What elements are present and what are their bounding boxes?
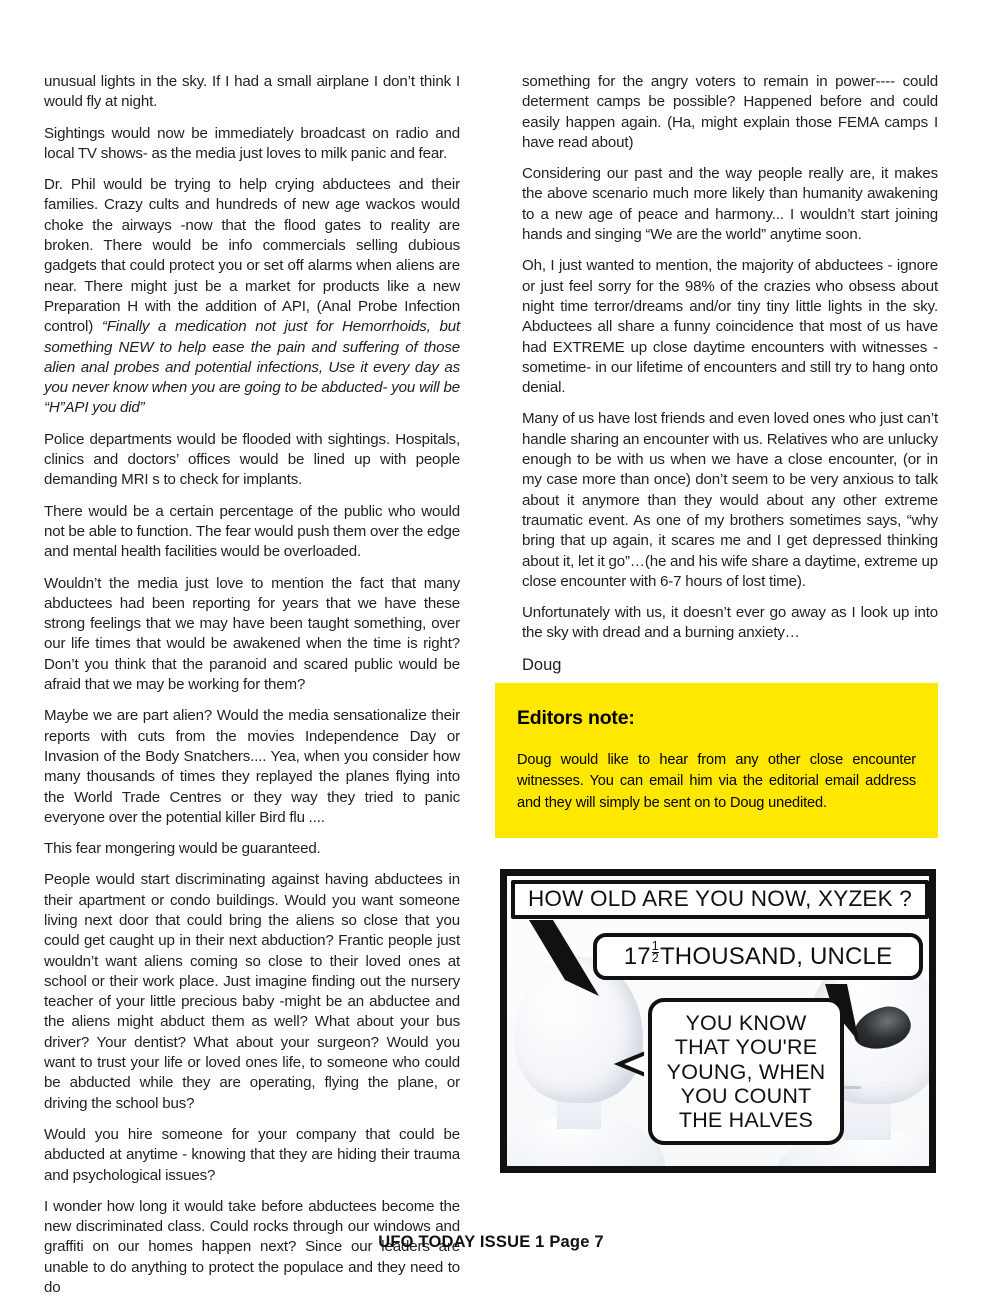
paragraph: Sightings would now be immediately broadcast on radio and local TV shows- as the media just loves to milk panic and fear. [44, 124, 460, 162]
speech-bubble-question: HOW OLD ARE YOU NOW, XYZEK ? [511, 880, 929, 919]
paragraph: There would be a certain percentage of the public who would not be able to function. The fear would push them over the edge and mental health facilities would be overloaded. [44, 502, 460, 561]
fraction-one-half [652, 941, 659, 964]
paragraph: This fear mongering would be guaranteed. [44, 840, 321, 858]
editors-note-body: Doug would like to hear from any other close encounter witnesses. You can email him via the editorial email address and they will simply be sent on to Doug unedited. [517, 752, 916, 811]
comment-line: YOU COUNT [680, 1083, 812, 1108]
paragraph: Would you hire someone for your company that could be abducted at anytime - knowing that they are hiding their trauma and psychological issues? [44, 1125, 460, 1184]
paragraph: Wouldn’t the media just love to mention the fact that many abductees had been reporting for years that we have these strong feelings that we may have been taught something, over our life times that would be awakened when the time is right? Don’t you think that the paranoid and scared public would be afraid that we may be working for them? [44, 574, 460, 694]
paragraph: Considering our past and the way people really are, it makes the above scenario much more likely than humanity awakening to a new age of peace and harmony... I wouldn’t start joining hands and singing “We are the world” anytime soon. [522, 165, 938, 244]
paragraph: something for the angry voters to remain in power---- could determent camps be possible? Happened before and could easily happen again. (Ha, might explain those FEMA camps I have read about) [522, 73, 938, 151]
paragraph-roman-text: Dr. Phil would be trying to help crying abductees and their families. Crazy cults and hundreds of new age wackos would choke the airways -now that the flood gates to reality are broken. There would be info commercials selling dubious gadgets that could protect you or set off alarms when aliens are near. There might just be a market for products like a new Preparation H with the addition of API, (Anal Probe Infection control) [44, 176, 460, 336]
paragraph: Many of us have lost friends and even loved ones who just can’t handle sharing an encounter with us. Relatives who are unlucky enough to be with us when we have a close encounter, (or in my case more than once) don’t seem to be very anxious to talk about it anymore than they would about any other extreme traumatic event. As one of my brothers sometimes says, “why bring that up again, it scares me and I get depressed thinking about it, let it go”…(he and his wife share a daytime, extreme up close encounter with 6-7 hours of lost time). [522, 410, 938, 590]
alien-cartoon [500, 869, 936, 1173]
answer-prefix: 17 [623, 942, 651, 970]
cartoon-canvas [507, 876, 929, 1166]
paragraph-italic-quote: “Finally a medication not just for Hemorrhoids, but something NEW to help ease the pain and suffering of those alien anal probes and potential infections, Use it every day as you never know when you are going to be abducted- you will be “H”API you did” [44, 318, 460, 417]
comment-line: YOU KNOW [685, 1011, 807, 1035]
comment-line: THAT YOU'RE [674, 1035, 818, 1060]
comment-line: YOUNG, WHEN [666, 1059, 826, 1084]
answer-suffix: THOUSAND, UNCLE [659, 942, 893, 970]
paragraph: Unfortunately with us, it doesn’t ever go away as I look up into the sky with dread and a burning anxiety… [522, 604, 938, 642]
paragraph: Maybe we are part alien? Would the media sensationalize their reports with cuts from the movies Independence Day or Invasion of the Body Snatchers.... Yea, when you consider how many thousands of times they replayed the planes flying into the World Trade Centres or they way they tried to panic everyone over the potential killer Bird flu .... [44, 707, 460, 826]
speech-bubble-comment [648, 998, 844, 1145]
page-footer: UFO TODAY ISSUE 1 Page 7 [378, 1233, 604, 1251]
paragraph: unusual lights in the sky. If I had a small airplane I don’t think I would fly at night. [44, 73, 460, 111]
comment-line: THE HALVES [678, 1108, 814, 1133]
paragraph: Oh, I just wanted to mention, the majority of abductees - ignore or just feel sorry for the 98% of the crazies who obsess about night time terror/dreams and/or tiny tiny little lights in the sky. Abductees all share a funny coincidence that most of us have had EXTREME up close daytime encounters with witnesses -sometime- in our lifetime of encounters and still try to hang onto denial. [522, 257, 938, 397]
paragraph: People would start discriminating against having abductees in their apartment or condo buildings. Would you want someone living next door that could bring the aliens so close that you could get caught up in their next abduction? Frantic people just wouldn’t want aliens coming so close to their loved ones at school or their work place. Just imagine finding out the nursery teacher of your little precious baby -might be an abductee and the aliens might abduct them as well? What about your bus driver? Your dentist? What about your surgeon? Would you want to trust your life or loved ones life, to someone who could be abducted while they are operating, flying the plane, or driving the school bus? [44, 871, 460, 1112]
speech-bubble-answer [593, 933, 923, 980]
editors-note-box [495, 683, 938, 838]
left-column [44, 72, 460, 1298]
paragraph: I wonder how long it would take before abductees become the new discriminated class. Could rocks through our windows and graffiti on our homes happen next? Since our leaders are unable to do anything to protect the populace and they need to do [44, 1197, 460, 1297]
author-signature: Doug [522, 655, 562, 674]
editors-note-title: Editors note: [517, 707, 635, 729]
paragraph-dr-phil [44, 175, 460, 419]
fraction-denominator: 2 [651, 950, 659, 965]
fraction-numerator: 1 [651, 939, 659, 953]
paragraph: Police departments would be flooded with sightings. Hospitals, clinics and doctors’ offices would be lined up with people demanding MRI s to check for implants. [44, 430, 460, 489]
